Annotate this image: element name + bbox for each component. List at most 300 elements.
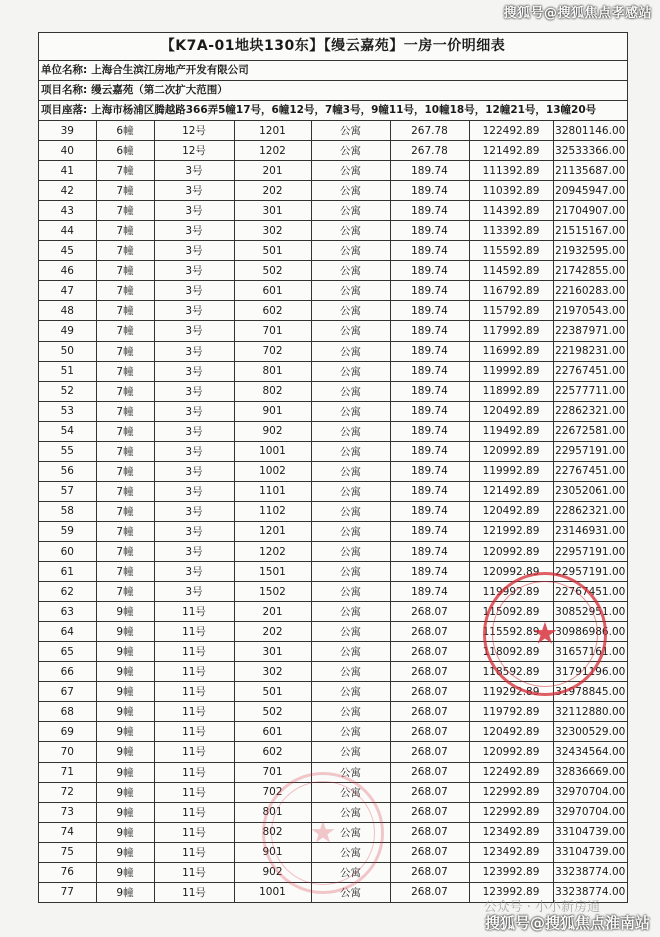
cell-area: 189.74 xyxy=(390,562,469,582)
cell-row-number: 77 xyxy=(39,882,96,902)
cell-unit-number: 3号 xyxy=(154,541,234,561)
cell-total-price: 32434564.00 xyxy=(553,742,627,762)
cell-usage: 公寓 xyxy=(311,622,390,642)
cell-usage: 公寓 xyxy=(311,501,390,521)
cell-usage: 公寓 xyxy=(311,461,390,481)
cell-row-number: 52 xyxy=(39,381,96,401)
cell-room-number: 501 xyxy=(234,682,311,702)
cell-row-number: 44 xyxy=(39,221,96,241)
table-row xyxy=(39,401,627,421)
cell-building: 7幢 xyxy=(96,421,154,441)
cell-unit-number: 11号 xyxy=(154,682,234,702)
cell-usage: 公寓 xyxy=(311,582,390,602)
cell-unit-price: 121492.89 xyxy=(469,141,553,161)
cell-row-number: 46 xyxy=(39,261,96,281)
cell-unit-number: 3号 xyxy=(154,221,234,241)
table-row xyxy=(39,802,627,822)
table-row xyxy=(39,541,627,561)
cell-unit-number: 3号 xyxy=(154,421,234,441)
cell-row-number: 47 xyxy=(39,281,96,301)
cell-room-number: 602 xyxy=(234,742,311,762)
cell-row-number: 53 xyxy=(39,401,96,421)
cell-row-number: 73 xyxy=(39,802,96,822)
cell-row-number: 54 xyxy=(39,421,96,441)
cell-total-price: 22862321.00 xyxy=(553,501,627,521)
cell-room-number: 702 xyxy=(234,782,311,802)
cell-unit-price: 123992.89 xyxy=(469,862,553,882)
cell-row-number: 60 xyxy=(39,541,96,561)
cell-unit-number: 3号 xyxy=(154,201,234,221)
cell-usage: 公寓 xyxy=(311,221,390,241)
cell-usage: 公寓 xyxy=(311,762,390,782)
cell-building: 7幢 xyxy=(96,501,154,521)
info-label: 项目名称: xyxy=(41,84,88,96)
cell-usage: 公寓 xyxy=(311,441,390,461)
seal-star-icon: ★ xyxy=(309,815,337,851)
cell-unit-price: 116792.89 xyxy=(469,281,553,301)
table-row xyxy=(39,201,627,221)
cell-area: 268.07 xyxy=(390,642,469,662)
cell-room-number: 801 xyxy=(234,361,311,381)
cell-unit-price: 119992.89 xyxy=(469,361,553,381)
cell-unit-price: 118992.89 xyxy=(469,381,553,401)
cell-area: 267.78 xyxy=(390,141,469,161)
cell-building: 6幢 xyxy=(96,121,154,141)
cell-building: 7幢 xyxy=(96,301,154,321)
cell-room-number: 502 xyxy=(234,261,311,281)
cell-unit-number: 3号 xyxy=(154,562,234,582)
cell-unit-number: 11号 xyxy=(154,822,234,842)
cell-unit-number: 11号 xyxy=(154,862,234,882)
cell-usage: 公寓 xyxy=(311,822,390,842)
cell-total-price: 22957191.00 xyxy=(553,541,627,561)
cell-area: 268.07 xyxy=(390,842,469,862)
cell-room-number: 1201 xyxy=(234,121,311,141)
cell-room-number: 1101 xyxy=(234,481,311,501)
cell-building: 7幢 xyxy=(96,441,154,461)
table-row xyxy=(39,241,627,261)
cell-total-price: 22767451.00 xyxy=(553,461,627,481)
cell-room-number: 602 xyxy=(234,301,311,321)
cell-row-number: 55 xyxy=(39,441,96,461)
cell-unit-price: 120992.89 xyxy=(469,742,553,762)
cell-area: 267.78 xyxy=(390,121,469,141)
cell-unit-price: 122992.89 xyxy=(469,782,553,802)
cell-unit-price: 121992.89 xyxy=(469,521,553,541)
cell-unit-number: 3号 xyxy=(154,261,234,281)
cell-room-number: 301 xyxy=(234,642,311,662)
cell-area: 189.74 xyxy=(390,201,469,221)
cell-building: 9幢 xyxy=(96,802,154,822)
cell-unit-number: 11号 xyxy=(154,662,234,682)
table-row xyxy=(39,261,627,281)
cell-unit-price: 120992.89 xyxy=(469,562,553,582)
info-label: 项目座落: xyxy=(41,104,88,116)
cell-unit-price: 120992.89 xyxy=(469,541,553,561)
cell-total-price: 33104739.00 xyxy=(553,822,627,842)
bottom-watermark: 搜狐号@搜狐焦点淮南站 xyxy=(484,914,650,932)
cell-building: 7幢 xyxy=(96,541,154,561)
cell-unit-number: 3号 xyxy=(154,461,234,481)
cell-row-number: 42 xyxy=(39,181,96,201)
cell-room-number: 202 xyxy=(234,622,311,642)
cell-unit-price: 119292.89 xyxy=(469,682,553,702)
cell-building: 7幢 xyxy=(96,221,154,241)
cell-row-number: 64 xyxy=(39,622,96,642)
cell-row-number: 63 xyxy=(39,602,96,622)
cell-building: 7幢 xyxy=(96,401,154,421)
cell-area: 268.07 xyxy=(390,702,469,722)
cell-total-price: 33238774.00 xyxy=(553,862,627,882)
cell-row-number: 39 xyxy=(39,121,96,141)
cell-total-price: 22577711.00 xyxy=(553,381,627,401)
cell-unit-price: 115592.89 xyxy=(469,241,553,261)
cell-total-price: 30986986.00 xyxy=(553,622,627,642)
cell-unit-price: 114392.89 xyxy=(469,201,553,221)
info-value: 缦云嘉苑（第二次扩大范围） xyxy=(91,84,228,96)
cell-usage: 公寓 xyxy=(311,141,390,161)
cell-room-number: 901 xyxy=(234,401,311,421)
table-row xyxy=(39,842,627,862)
cell-unit-number: 3号 xyxy=(154,341,234,361)
price-table xyxy=(39,121,627,902)
cell-usage: 公寓 xyxy=(311,321,390,341)
cell-room-number: 1001 xyxy=(234,441,311,461)
cell-total-price: 21970543.00 xyxy=(553,301,627,321)
cell-row-number: 69 xyxy=(39,722,96,742)
cell-usage: 公寓 xyxy=(311,361,390,381)
cell-unit-number: 3号 xyxy=(154,381,234,401)
table-row xyxy=(39,642,627,662)
cell-area: 268.07 xyxy=(390,662,469,682)
info-value: 上海市杨浦区腾越路366弄5幢17号，6幢12号，7幢3号，9幢11号，10幢18号，12幢21号，13幢20号 xyxy=(91,104,597,116)
cell-area: 189.74 xyxy=(390,341,469,361)
cell-usage: 公寓 xyxy=(311,702,390,722)
cell-usage: 公寓 xyxy=(311,161,390,181)
cell-unit-number: 11号 xyxy=(154,702,234,722)
cell-area: 189.74 xyxy=(390,241,469,261)
cell-total-price: 22957191.00 xyxy=(553,562,627,582)
table-row xyxy=(39,341,627,361)
cell-total-price: 23146931.00 xyxy=(553,521,627,541)
cell-area: 189.74 xyxy=(390,381,469,401)
cell-area: 189.74 xyxy=(390,361,469,381)
cell-row-number: 50 xyxy=(39,341,96,361)
cell-unit-price: 122992.89 xyxy=(469,802,553,822)
cell-building: 9幢 xyxy=(96,782,154,802)
cell-building: 9幢 xyxy=(96,762,154,782)
cell-total-price: 33104739.00 xyxy=(553,842,627,862)
cell-building: 7幢 xyxy=(96,461,154,481)
cell-room-number: 1002 xyxy=(234,461,311,481)
cell-building: 9幢 xyxy=(96,742,154,762)
cell-usage: 公寓 xyxy=(311,381,390,401)
cell-unit-number: 3号 xyxy=(154,281,234,301)
seal-star-icon: ★ xyxy=(531,616,559,652)
cell-usage: 公寓 xyxy=(311,842,390,862)
cell-usage: 公寓 xyxy=(311,421,390,441)
cell-room-number: 801 xyxy=(234,802,311,822)
cell-room-number: 201 xyxy=(234,161,311,181)
info-label: 单位名称: xyxy=(41,64,88,76)
cell-row-number: 61 xyxy=(39,562,96,582)
cell-unit-number: 11号 xyxy=(154,762,234,782)
info-value: 上海合生滨江房地产开发有限公司 xyxy=(91,64,249,76)
cell-room-number: 1001 xyxy=(234,882,311,902)
cell-area: 268.07 xyxy=(390,822,469,842)
cell-building: 7幢 xyxy=(96,341,154,361)
cell-area: 268.07 xyxy=(390,682,469,702)
cell-building: 7幢 xyxy=(96,201,154,221)
cell-building: 9幢 xyxy=(96,862,154,882)
cell-usage: 公寓 xyxy=(311,562,390,582)
cell-room-number: 201 xyxy=(234,602,311,622)
table-row xyxy=(39,582,627,602)
cell-room-number: 502 xyxy=(234,702,311,722)
cell-unit-number: 3号 xyxy=(154,582,234,602)
cell-building: 9幢 xyxy=(96,622,154,642)
cell-room-number: 702 xyxy=(234,341,311,361)
table-row xyxy=(39,381,627,401)
cell-total-price: 22957191.00 xyxy=(553,441,627,461)
info-row xyxy=(39,101,627,121)
cell-total-price: 21742855.00 xyxy=(553,261,627,281)
cell-unit-price: 118592.89 xyxy=(469,662,553,682)
cell-total-price: 22862321.00 xyxy=(553,401,627,421)
cell-unit-number: 12号 xyxy=(154,141,234,161)
cell-usage: 公寓 xyxy=(311,301,390,321)
info-row xyxy=(39,61,627,81)
cell-area: 268.07 xyxy=(390,782,469,802)
cell-total-price: 31657161.00 xyxy=(553,642,627,662)
cell-unit-price: 114592.89 xyxy=(469,261,553,281)
table-row xyxy=(39,161,627,181)
cell-building: 9幢 xyxy=(96,702,154,722)
cell-usage: 公寓 xyxy=(311,742,390,762)
cell-total-price: 33238774.00 xyxy=(553,882,627,902)
table-row xyxy=(39,501,627,521)
cell-area: 268.07 xyxy=(390,602,469,622)
cell-building: 7幢 xyxy=(96,361,154,381)
cell-area: 189.74 xyxy=(390,441,469,461)
cell-row-number: 59 xyxy=(39,521,96,541)
cell-building: 7幢 xyxy=(96,562,154,582)
cell-unit-price: 119492.89 xyxy=(469,421,553,441)
cell-building: 7幢 xyxy=(96,481,154,501)
table-row xyxy=(39,321,627,341)
cell-building: 9幢 xyxy=(96,842,154,862)
cell-building: 7幢 xyxy=(96,161,154,181)
table-row xyxy=(39,862,627,882)
cell-usage: 公寓 xyxy=(311,121,390,141)
cell-row-number: 74 xyxy=(39,822,96,842)
table-row xyxy=(39,782,627,802)
cell-row-number: 75 xyxy=(39,842,96,862)
cell-unit-number: 11号 xyxy=(154,782,234,802)
cell-usage: 公寓 xyxy=(311,802,390,822)
cell-room-number: 601 xyxy=(234,722,311,742)
cell-unit-price: 122492.89 xyxy=(469,762,553,782)
table-row xyxy=(39,301,627,321)
cell-unit-price: 115092.89 xyxy=(469,602,553,622)
table-row xyxy=(39,682,627,702)
cell-unit-number: 3号 xyxy=(154,521,234,541)
table-row xyxy=(39,121,627,141)
cell-building: 7幢 xyxy=(96,181,154,201)
cell-usage: 公寓 xyxy=(311,602,390,622)
cell-unit-price: 120992.89 xyxy=(469,441,553,461)
cell-usage: 公寓 xyxy=(311,682,390,702)
table-row xyxy=(39,141,627,161)
cell-building: 9幢 xyxy=(96,602,154,622)
cell-area: 189.74 xyxy=(390,261,469,281)
cell-area: 268.07 xyxy=(390,622,469,642)
project-info xyxy=(39,61,627,121)
cell-room-number: 1502 xyxy=(234,582,311,602)
document-title: 【K7A-01地块130东】【缦云嘉苑】一房一价明细表 xyxy=(39,33,627,61)
cell-room-number: 802 xyxy=(234,822,311,842)
cell-building: 7幢 xyxy=(96,381,154,401)
cell-total-price: 32300529.00 xyxy=(553,722,627,742)
cell-unit-price: 115592.89 xyxy=(469,622,553,642)
cell-usage: 公寓 xyxy=(311,541,390,561)
cell-room-number: 501 xyxy=(234,241,311,261)
table-row xyxy=(39,762,627,782)
table-row xyxy=(39,421,627,441)
table-row xyxy=(39,742,627,762)
cell-usage: 公寓 xyxy=(311,401,390,421)
cell-total-price: 23052061.00 xyxy=(553,481,627,501)
cell-usage: 公寓 xyxy=(311,521,390,541)
cell-usage: 公寓 xyxy=(311,341,390,361)
cell-total-price: 20945947.00 xyxy=(553,181,627,201)
cell-unit-price: 115792.89 xyxy=(469,301,553,321)
cell-unit-price: 119992.89 xyxy=(469,582,553,602)
cell-usage: 公寓 xyxy=(311,862,390,882)
cell-area: 189.74 xyxy=(390,461,469,481)
cell-building: 9幢 xyxy=(96,662,154,682)
cell-building: 7幢 xyxy=(96,582,154,602)
cell-unit-number: 11号 xyxy=(154,722,234,742)
cell-total-price: 22767451.00 xyxy=(553,582,627,602)
cell-total-price: 32533366.00 xyxy=(553,141,627,161)
price-list-document xyxy=(38,32,628,903)
cell-total-price: 22198231.00 xyxy=(553,341,627,361)
cell-area: 268.07 xyxy=(390,862,469,882)
cell-room-number: 902 xyxy=(234,862,311,882)
cell-area: 189.74 xyxy=(390,421,469,441)
cell-row-number: 57 xyxy=(39,481,96,501)
table-row xyxy=(39,361,627,381)
cell-total-price: 21135687.00 xyxy=(553,161,627,181)
table-row xyxy=(39,221,627,241)
faint-watermark: 公众号 · 小小新房通 xyxy=(483,900,600,915)
cell-unit-number: 3号 xyxy=(154,161,234,181)
table-row xyxy=(39,702,627,722)
cell-room-number: 302 xyxy=(234,221,311,241)
cell-area: 189.74 xyxy=(390,281,469,301)
cell-area: 189.74 xyxy=(390,301,469,321)
cell-unit-number: 11号 xyxy=(154,842,234,862)
cell-unit-price: 123492.89 xyxy=(469,842,553,862)
cell-building: 7幢 xyxy=(96,281,154,301)
cell-room-number: 301 xyxy=(234,201,311,221)
cell-usage: 公寓 xyxy=(311,261,390,281)
cell-area: 189.74 xyxy=(390,541,469,561)
cell-room-number: 601 xyxy=(234,281,311,301)
cell-unit-price: 121492.89 xyxy=(469,481,553,501)
cell-area: 268.07 xyxy=(390,882,469,902)
cell-unit-number: 3号 xyxy=(154,321,234,341)
cell-room-number: 1202 xyxy=(234,141,311,161)
cell-unit-number: 3号 xyxy=(154,441,234,461)
cell-usage: 公寓 xyxy=(311,662,390,682)
table-row xyxy=(39,822,627,842)
cell-total-price: 22672581.00 xyxy=(553,421,627,441)
cell-unit-price: 123992.89 xyxy=(469,882,553,902)
cell-total-price: 22160283.00 xyxy=(553,281,627,301)
cell-area: 189.74 xyxy=(390,401,469,421)
table-row xyxy=(39,441,627,461)
cell-total-price: 21515167.00 xyxy=(553,221,627,241)
cell-row-number: 70 xyxy=(39,742,96,762)
cell-total-price: 32801146.00 xyxy=(553,121,627,141)
cell-row-number: 51 xyxy=(39,361,96,381)
cell-unit-number: 11号 xyxy=(154,602,234,622)
cell-area: 268.07 xyxy=(390,802,469,822)
cell-unit-price: 119992.89 xyxy=(469,461,553,481)
cell-unit-number: 3号 xyxy=(154,181,234,201)
cell-row-number: 56 xyxy=(39,461,96,481)
cell-room-number: 202 xyxy=(234,181,311,201)
cell-unit-price: 120492.89 xyxy=(469,722,553,742)
cell-unit-number: 3号 xyxy=(154,301,234,321)
cell-unit-price: 120492.89 xyxy=(469,401,553,421)
cell-unit-number: 11号 xyxy=(154,742,234,762)
cell-building: 9幢 xyxy=(96,882,154,902)
cell-usage: 公寓 xyxy=(311,722,390,742)
cell-total-price: 21704907.00 xyxy=(553,201,627,221)
cell-row-number: 67 xyxy=(39,682,96,702)
top-watermark: 搜狐号@搜狐焦点孝感站 xyxy=(503,6,652,21)
cell-usage: 公寓 xyxy=(311,782,390,802)
cell-room-number: 701 xyxy=(234,762,311,782)
cell-room-number: 1202 xyxy=(234,541,311,561)
cell-row-number: 43 xyxy=(39,201,96,221)
cell-area: 268.07 xyxy=(390,722,469,742)
cell-total-price: 32112880.00 xyxy=(553,702,627,722)
cell-room-number: 802 xyxy=(234,381,311,401)
cell-area: 189.74 xyxy=(390,221,469,241)
cell-usage: 公寓 xyxy=(311,281,390,301)
cell-usage: 公寓 xyxy=(311,181,390,201)
cell-unit-price: 116992.89 xyxy=(469,341,553,361)
cell-unit-price: 119792.89 xyxy=(469,702,553,722)
table-row xyxy=(39,602,627,622)
cell-total-price: 30852951.00 xyxy=(553,602,627,622)
cell-row-number: 45 xyxy=(39,241,96,261)
cell-unit-price: 122492.89 xyxy=(469,121,553,141)
cell-building: 9幢 xyxy=(96,642,154,662)
cell-row-number: 72 xyxy=(39,782,96,802)
cell-unit-number: 3号 xyxy=(154,481,234,501)
cell-row-number: 41 xyxy=(39,161,96,181)
cell-room-number: 1501 xyxy=(234,562,311,582)
cell-building: 7幢 xyxy=(96,241,154,261)
cell-building: 7幢 xyxy=(96,521,154,541)
cell-area: 268.07 xyxy=(390,742,469,762)
cell-usage: 公寓 xyxy=(311,481,390,501)
